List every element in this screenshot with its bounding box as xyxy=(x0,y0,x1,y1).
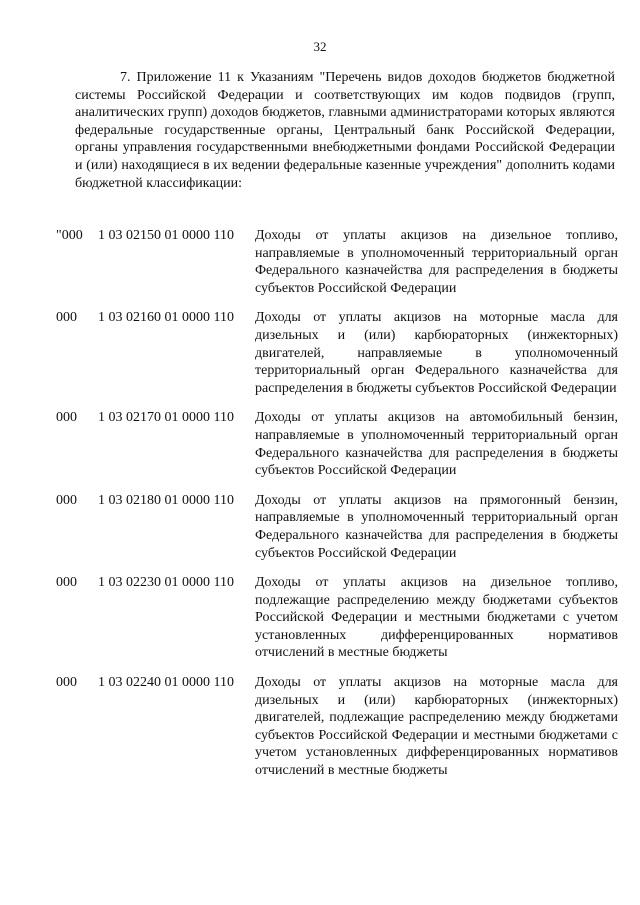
budget-code-row xyxy=(56,674,618,780)
administrator-code: 000 xyxy=(56,492,77,508)
budget-code-row xyxy=(56,309,618,397)
intro-paragraph: 7. Приложение 11 к Указаниям "Перечень видов доходов бюджетов бюджетной системы Российской Федерации и соответствующих им кодов подвидов (групп, аналитических групп) доходов бюджетов, главными администраторами которых являются федеральные государственные органы, Центральный банк Российской Федерации, органы управления государственными внебюджетными фондами Российской Федерации и (или) находящиеся в их ведении федеральные казенные учреждения" дополнить кодами бюджетной классификации: xyxy=(75,70,615,191)
budget-classification-code: 1 03 02180 01 0000 110 xyxy=(98,492,234,508)
budget-code-table xyxy=(56,227,618,792)
budget-code-row xyxy=(56,574,618,662)
budget-code-row xyxy=(56,409,618,479)
income-description: Доходы от уплаты акцизов на моторные масла для дизельных и (или) карбюраторных (инжекторных) двигателей, подлежащие распределению между бюджетами субъектов Российской Федерации и местными бюджетами с учетом установленных дифференцированных нормативов отчислений в местные бюджеты xyxy=(255,675,618,779)
budget-classification-code: 1 03 02240 01 0000 110 xyxy=(98,675,234,691)
administrator-code: 000 xyxy=(56,575,77,591)
administrator-code: 000 xyxy=(56,410,77,426)
income-description: Доходы от уплаты акцизов на автомобильный бензин, направляемые в уполномоченный территориальный орган Федерального казначейства для распределения в бюджеты субъектов Российской Федерации xyxy=(255,410,618,479)
income-description: Доходы от уплаты акцизов на дизельное топливо, направляемые в уполномоченный территориальный орган Федерального казначейства для распределения в бюджеты субъектов Российской Федерации xyxy=(255,228,618,296)
page-number: 32 xyxy=(313,39,327,54)
administrator-code: 000 xyxy=(56,310,77,326)
budget-classification-code: 1 03 02170 01 0000 110 xyxy=(98,410,234,426)
income-description: Доходы от уплаты акцизов на дизельное топливо, подлежащие распределению между бюджетами субъектов Российской Федерации и местными бюджетами с учетом установленных дифференцированных нормативов отчислений в местные бюджеты xyxy=(255,575,618,661)
budget-code-row xyxy=(56,227,618,297)
administrator-code: "000 xyxy=(56,228,83,243)
budget-classification-code: 1 03 02230 01 0000 110 xyxy=(98,575,234,591)
income-description: Доходы от уплаты акцизов на моторные масла для дизельных и (или) карбюраторных (инжекторных) двигателей, направляемые в уполномоченный территориальный орган Федерального казначейства для распределения в бюджеты субъектов Российской Федерации xyxy=(255,310,618,396)
budget-classification-code: 1 03 02160 01 0000 110 xyxy=(98,310,234,326)
administrator-code: 000 xyxy=(56,675,77,691)
budget-code-row xyxy=(56,492,618,562)
budget-classification-code: 1 03 02150 01 0000 110 xyxy=(98,228,234,243)
income-description: Доходы от уплаты акцизов на прямогонный бензин, направляемые в уполномоченный территориальный орган Федерального казначейства для распределения в бюджеты субъектов Российской Федерации xyxy=(255,492,618,561)
